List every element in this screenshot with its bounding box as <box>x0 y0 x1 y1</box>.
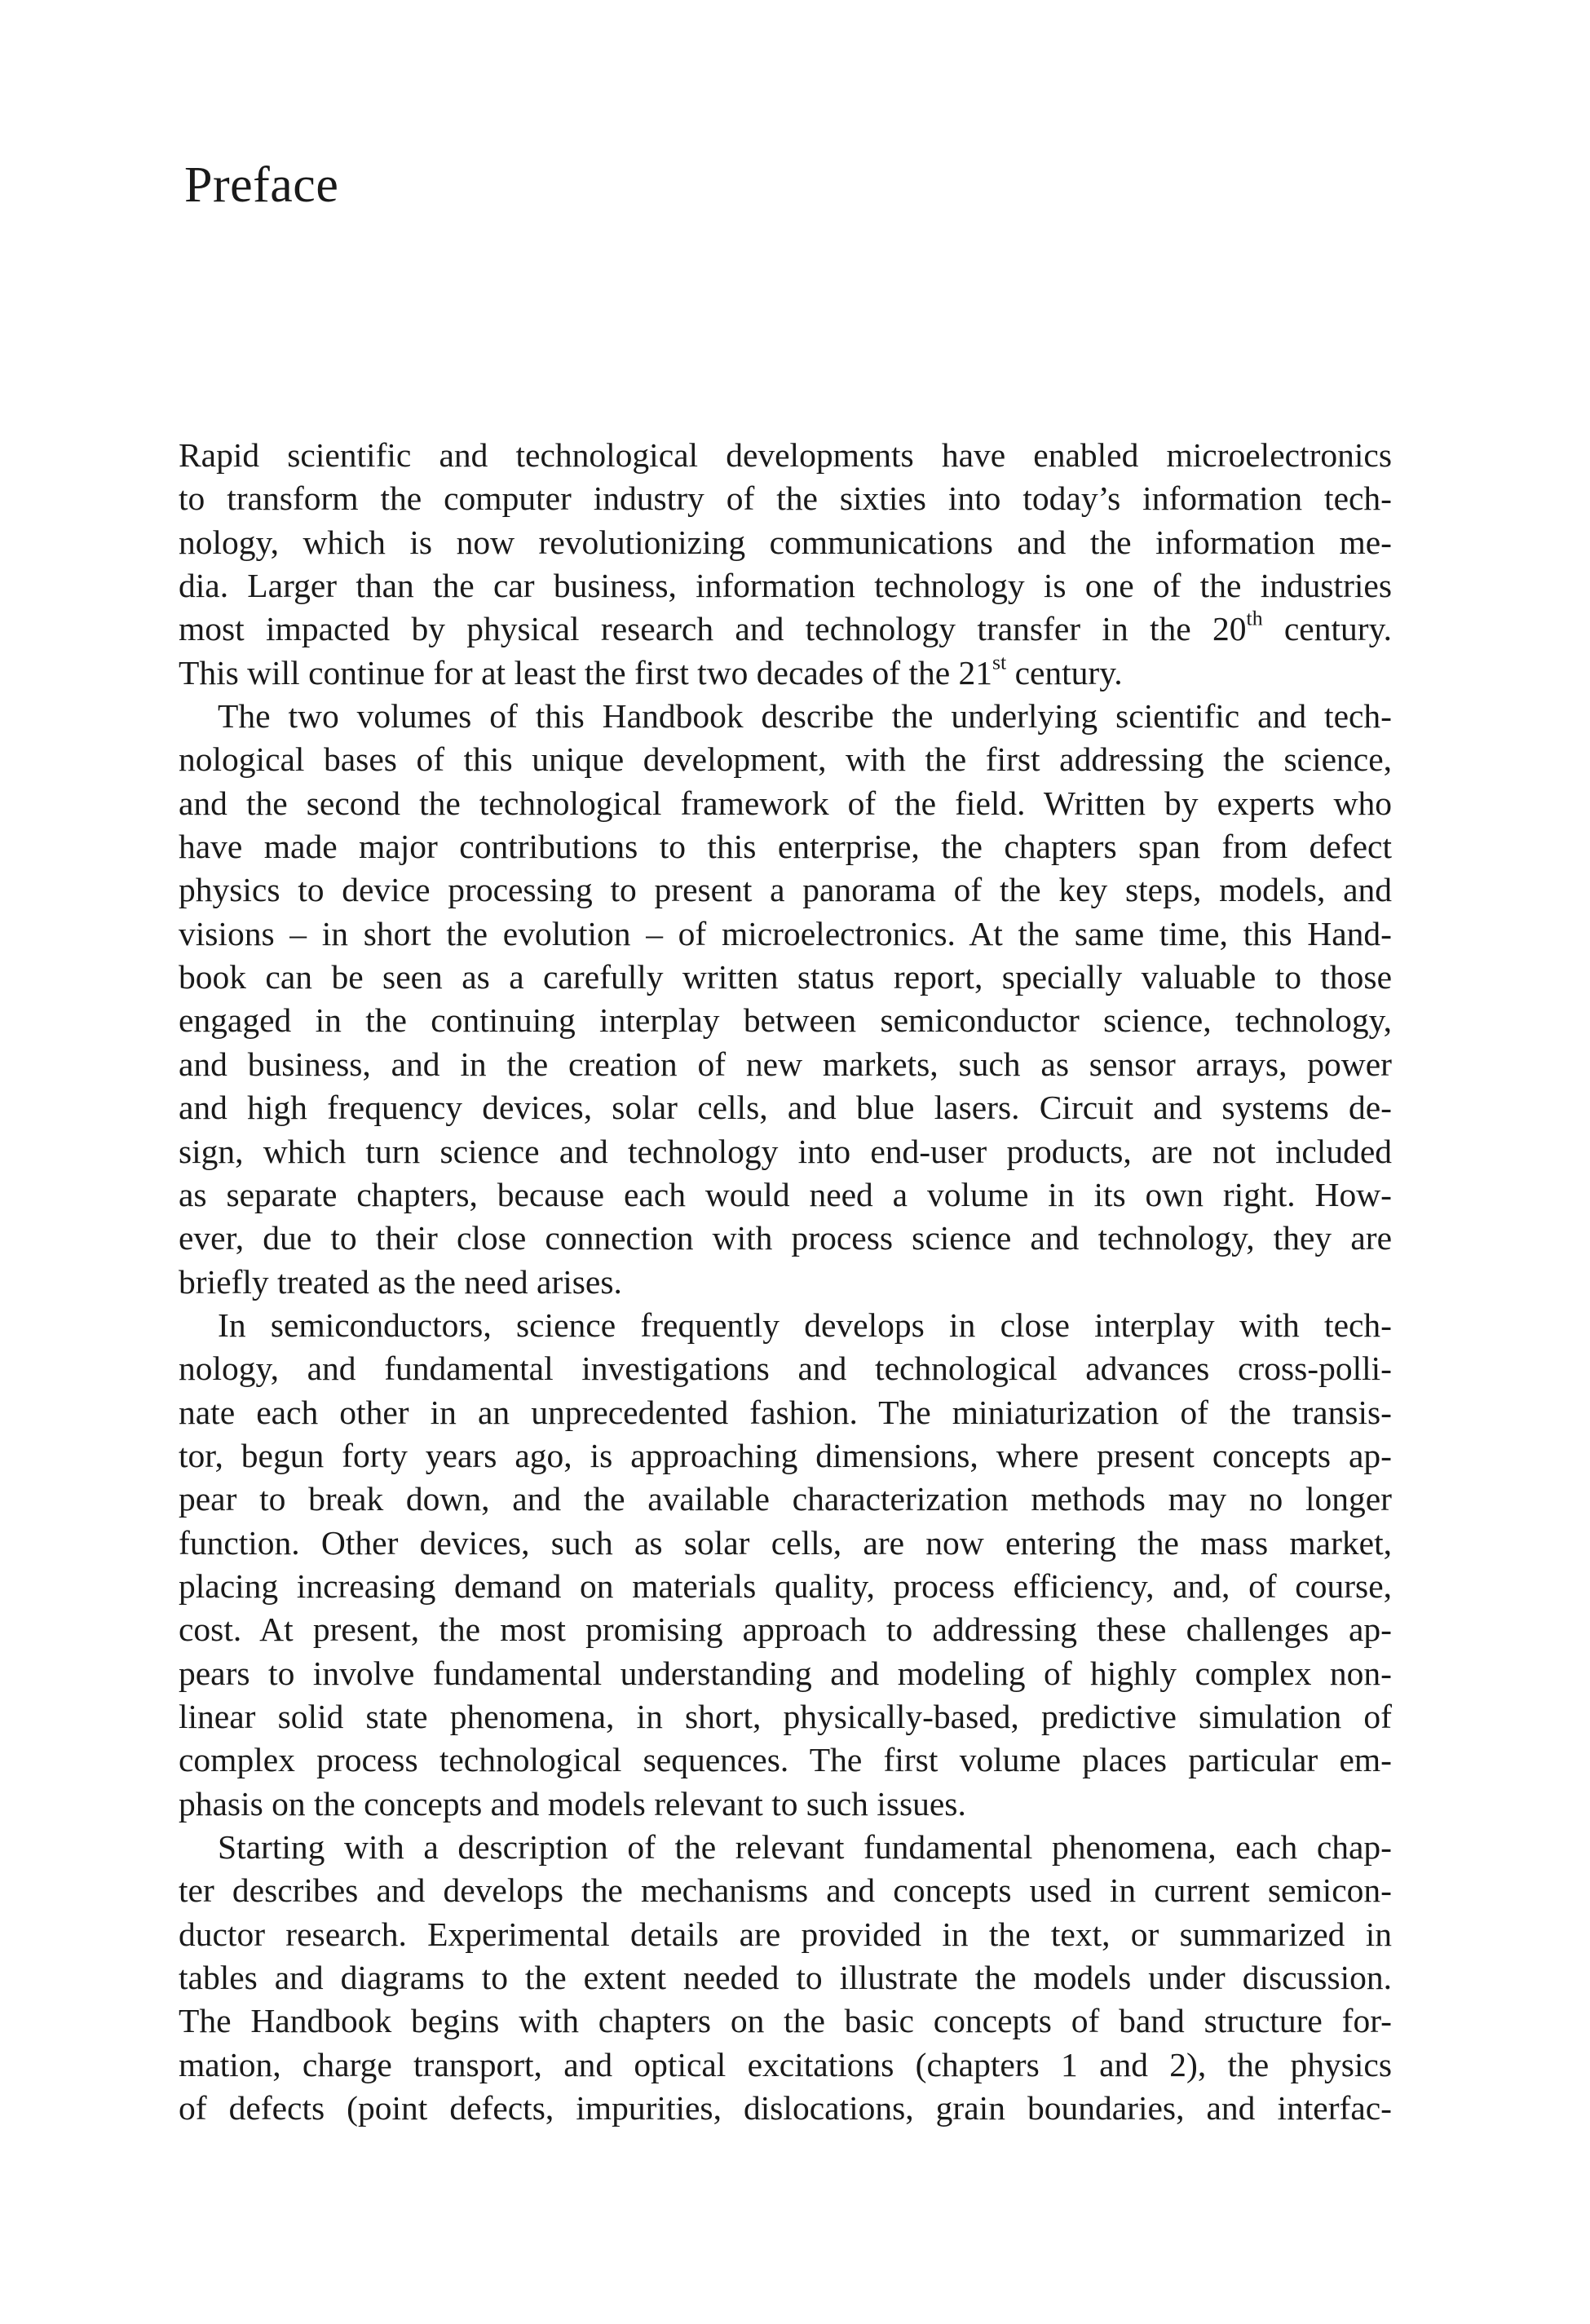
text-line: In semiconductors, science frequently develops in close interplay with tech- <box>218 1306 1392 1344</box>
page-title: Preface <box>184 157 339 213</box>
text-line: pear to break down, and the available characterization methods may no longer <box>179 1480 1392 1518</box>
text-line: Starting with a description of the relevant fundamental phenomena, each chap- <box>218 1828 1392 1866</box>
text-line: book can be seen as a carefully written status report, specially valuable to those <box>179 958 1392 996</box>
text-line: cost. At present, the most promising approach to addressing these challenges ap- <box>179 1610 1392 1649</box>
text-line: mation, charge transport, and optical excitations (chapters 1 and 2), the physics <box>179 2045 1392 2083</box>
text-line: The Handbook begins with chapters on the basic concepts of band structure for- <box>179 2002 1392 2040</box>
body-text <box>179 434 1392 2130</box>
text-line: tor, begun forty years ago, is approaching dimensions, where present concepts ap- <box>179 1436 1392 1474</box>
text-segment: century. <box>1262 610 1392 648</box>
text-line: and business, and in the creation of new markets, such as sensor arrays, power <box>179 1045 1392 1083</box>
text-line: The two volumes of this Handbook describe the underlying scientific and tech- <box>218 697 1392 736</box>
text-line: sign, which turn science and technology into end-user products, are not included <box>179 1132 1392 1170</box>
text-line <box>179 608 1392 651</box>
ordinal-superscript: th <box>1246 606 1263 630</box>
text-line: nology, and fundamental investigations and technological advances cross-polli- <box>179 1350 1392 1388</box>
text-line: nological bases of this unique development, with the first addressing the science, <box>179 740 1392 779</box>
text-line: phasis on the concepts and models relevant to such issues. <box>179 1784 966 1823</box>
text-line: linear solid state phenomena, in short, physically-based, predictive simulation of <box>179 1697 1392 1735</box>
text-line: and the second the technological framework of the field. Written by experts who <box>179 784 1392 822</box>
text-line <box>179 652 1392 695</box>
text-line: function. Other devices, such as solar cells, are now entering the mass market, <box>179 1523 1392 1562</box>
text-line: placing increasing demand on materials quality, process efficiency, and, of course, <box>179 1566 1392 1605</box>
text-line: ever, due to their close connection with process science and technology, they are <box>179 1219 1392 1257</box>
text-line: ductor research. Experimental details are provided in the text, or summarized in <box>179 1915 1392 1953</box>
text-line: and high frequency devices, solar cells, and blue lasers. Circuit and systems de- <box>179 1089 1392 1127</box>
text-segment: most impacted by physical research and technology transfer in the 20 <box>179 610 1247 648</box>
paragraph <box>179 1304 1392 1826</box>
text-line: Rapid scientific and technological developments have enabled microelectronics <box>179 436 1392 474</box>
text-line: physics to device processing to present a panorama of the key steps, models, and <box>179 871 1392 909</box>
paragraph <box>179 434 1392 695</box>
paragraph <box>179 1826 1392 2130</box>
ordinal-superscript: st <box>992 650 1007 674</box>
text-segment: century. <box>1006 653 1123 691</box>
text-segment: This will continue for at least the first two decades of the 21 <box>179 653 993 691</box>
text-line: engaged in the continuing interplay between semiconductor science, technology, <box>179 1001 1392 1040</box>
text-line: visions – in short the evolution – of microelectronics. At the same time, this Hand- <box>179 914 1392 952</box>
text-line: as separate chapters, because each would need a volume in its own right. How- <box>179 1175 1392 1213</box>
text-line: pears to involve fundamental understanding and modeling of highly complex non- <box>179 1654 1392 1692</box>
text-line: have made major contributions to this enterprise, the chapters span from defect <box>179 828 1392 866</box>
text-line: tables and diagrams to the extent needed to illustrate the models under discussion. <box>179 1959 1392 1997</box>
text-line: briefly treated as the need arises. <box>179 1262 622 1301</box>
text-line: complex process technological sequences. The first volume places particular em- <box>179 1741 1392 1779</box>
text-line: nate each other in an unprecedented fashion. The miniaturization of the transis- <box>179 1393 1392 1431</box>
text-line: nology, which is now revolutionizing communications and the information me- <box>179 523 1392 561</box>
text-line: of defects (point defects, impurities, dislocations, grain boundaries, and interfac- <box>179 2089 1392 2127</box>
text-line: to transform the computer industry of the sixties into today’s information tech- <box>179 479 1392 518</box>
text-line: dia. Larger than the car business, information technology is one of the industries <box>179 567 1392 605</box>
text-line: ter describes and develops the mechanisms and concepts used in current semicon- <box>179 1871 1392 1910</box>
paragraph <box>179 695 1392 1304</box>
